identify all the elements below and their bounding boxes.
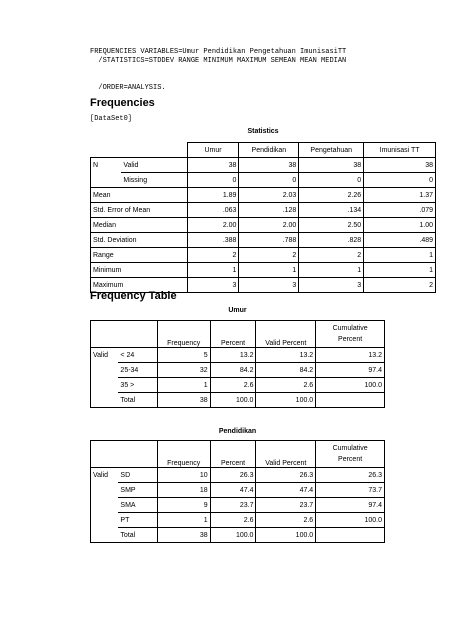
cell: 1	[364, 248, 436, 263]
row-label: Mean	[91, 188, 188, 203]
hdr-valid-percent: Valid Percent	[256, 441, 316, 468]
cell: 1	[299, 263, 364, 278]
cell: 32	[157, 363, 210, 378]
stats-row-valid	[91, 158, 436, 173]
cell: 38	[187, 158, 239, 173]
cell: 38	[364, 158, 436, 173]
cell: 47.4	[210, 483, 256, 498]
cell: .063	[187, 203, 239, 218]
cell: 1	[364, 263, 436, 278]
cell: .079	[364, 203, 436, 218]
hdr-cumulative-line2: Percent	[338, 456, 363, 463]
table-row	[91, 393, 385, 408]
row-label: SMP	[118, 483, 157, 498]
cell: .788	[239, 233, 299, 248]
cell: 0	[187, 173, 239, 188]
col-umur: Umur	[187, 143, 239, 158]
cell: 38	[299, 158, 364, 173]
cell: 47.4	[256, 483, 316, 498]
table-row	[91, 468, 385, 483]
cell: 13.2	[316, 348, 385, 363]
cell: 1.89	[187, 188, 239, 203]
stats-row-missing	[91, 173, 436, 188]
cell: 2.50	[299, 218, 364, 233]
row-label: Range	[91, 248, 188, 263]
cell: 38	[239, 158, 299, 173]
cell: 0	[364, 173, 436, 188]
cell: 2	[187, 248, 239, 263]
col-imunisasi: Imunisasi TT	[364, 143, 436, 158]
cell: 2.03	[239, 188, 299, 203]
cell: 100.0	[210, 393, 256, 408]
cell: 5	[157, 348, 210, 363]
cell: 84.2	[210, 363, 256, 378]
cell: 1	[187, 263, 239, 278]
cell: 0	[299, 173, 364, 188]
statistics-header-row	[91, 143, 436, 158]
cell: 1	[157, 513, 210, 528]
cell: 18	[157, 483, 210, 498]
cell	[316, 393, 385, 408]
stats-row-median	[91, 218, 436, 233]
frequency-table-heading: Frequency Table	[90, 290, 177, 302]
row-label: Std. Deviation	[91, 233, 188, 248]
hdr-cumulative	[316, 441, 385, 468]
cell: 2.26	[299, 188, 364, 203]
cell: 2.00	[187, 218, 239, 233]
hdr-percent: Percent	[210, 441, 256, 468]
dataset-label: [DataSet0]	[90, 115, 133, 123]
cell: 100.0	[210, 528, 256, 543]
row-label: Valid	[121, 158, 187, 173]
row-label: < 24	[118, 348, 157, 363]
valid-label: Valid	[91, 348, 119, 363]
cell: 2	[299, 248, 364, 263]
cell: 100.0	[316, 378, 385, 393]
stats-row-minimum	[91, 263, 436, 278]
cell: 3	[239, 278, 299, 293]
cell: 10	[157, 468, 210, 483]
cell: .134	[299, 203, 364, 218]
cell: .828	[299, 233, 364, 248]
cell: 2.6	[256, 378, 316, 393]
table-row	[91, 363, 385, 378]
cell: 13.2	[210, 348, 256, 363]
hdr-frequency: Frequency	[157, 321, 210, 348]
row-label: Minimum	[91, 263, 188, 278]
cell: 23.7	[210, 498, 256, 513]
col-pengetahuan: Pengetahuan	[299, 143, 364, 158]
row-label: 35 >	[118, 378, 157, 393]
cell: 3	[299, 278, 364, 293]
cell: 23.7	[256, 498, 316, 513]
table-row	[91, 378, 385, 393]
table-row	[91, 348, 385, 363]
cell: 38	[157, 528, 210, 543]
row-group: N	[91, 158, 122, 173]
hdr-percent: Percent	[210, 321, 256, 348]
col-pendidikan: Pendidikan	[239, 143, 299, 158]
hdr-valid-percent: Valid Percent	[256, 321, 316, 348]
pendidikan-title: Pendidikan	[218, 428, 257, 435]
stats-row-stddev	[91, 233, 436, 248]
cell: 26.3	[210, 468, 256, 483]
stats-row-range	[91, 248, 436, 263]
row-label: Missing	[121, 173, 187, 188]
cell: 13.2	[256, 348, 316, 363]
row-label: Total	[118, 393, 157, 408]
cell: 3	[187, 278, 239, 293]
row-group	[91, 173, 122, 188]
cell: 26.3	[256, 468, 316, 483]
syntax-line-3: /ORDER=ANALYSIS.	[90, 84, 166, 92]
cell: 1.00	[364, 218, 436, 233]
cell: 2.6	[210, 378, 256, 393]
syntax-line-2: /STATISTICS=STDDEV RANGE MINIMUM MAXIMUM SEMEAN MEAN MEDIAN	[90, 57, 347, 65]
umur-title: Umur	[228, 307, 247, 314]
statistics-table	[90, 142, 436, 293]
table-row	[91, 498, 385, 513]
hdr-cumulative	[316, 321, 385, 348]
pendidikan-header-row	[91, 441, 385, 468]
cell: 73.7	[316, 483, 385, 498]
row-label: Total	[118, 528, 157, 543]
cell: 100.0	[256, 393, 316, 408]
cell: 2	[239, 248, 299, 263]
table-row	[91, 483, 385, 498]
cell: .388	[187, 233, 239, 248]
cell: 38	[157, 393, 210, 408]
row-label: SD	[118, 468, 157, 483]
cell: .128	[239, 203, 299, 218]
frequencies-heading: Frequencies	[90, 97, 155, 109]
cell: 2.6	[210, 513, 256, 528]
syntax-line-1: FREQUENCIES VARIABLES=Umur Pendidikan Pengetahuan ImunisasiTT	[90, 48, 347, 56]
cell: 97.4	[316, 498, 385, 513]
row-label: 25-34	[118, 363, 157, 378]
hdr-cumulative-line1: Cumulative	[332, 325, 368, 332]
table-row	[91, 528, 385, 543]
cell: 9	[157, 498, 210, 513]
cell	[316, 528, 385, 543]
cell: 1	[239, 263, 299, 278]
stats-row-mean	[91, 188, 436, 203]
hdr-cumulative-line1: Cumulative	[332, 445, 368, 452]
cell: 26.3	[316, 468, 385, 483]
pendidikan-table	[90, 440, 385, 543]
row-label: Median	[91, 218, 188, 233]
stats-row-sem	[91, 203, 436, 218]
cell: 2	[364, 278, 436, 293]
umur-table	[90, 320, 385, 408]
cell: 97.4	[316, 363, 385, 378]
hdr-cumulative-line2: Percent	[338, 336, 363, 343]
umur-header-row	[91, 321, 385, 348]
row-label: PT	[118, 513, 157, 528]
row-label: Std. Error of Mean	[91, 203, 188, 218]
row-label: Maximum	[91, 278, 188, 293]
hdr-frequency: Frequency	[157, 441, 210, 468]
table-row	[91, 513, 385, 528]
cell: 0	[239, 173, 299, 188]
valid-label: Valid	[91, 468, 119, 483]
cell: 100.0	[256, 528, 316, 543]
cell: 1.37	[364, 188, 436, 203]
cell: 1	[157, 378, 210, 393]
row-label: SMA	[118, 498, 157, 513]
cell: 2.00	[239, 218, 299, 233]
cell: 100.0	[316, 513, 385, 528]
cell: 2.6	[256, 513, 316, 528]
cell: 84.2	[256, 363, 316, 378]
cell: .489	[364, 233, 436, 248]
statistics-title: Statistics	[247, 128, 279, 135]
